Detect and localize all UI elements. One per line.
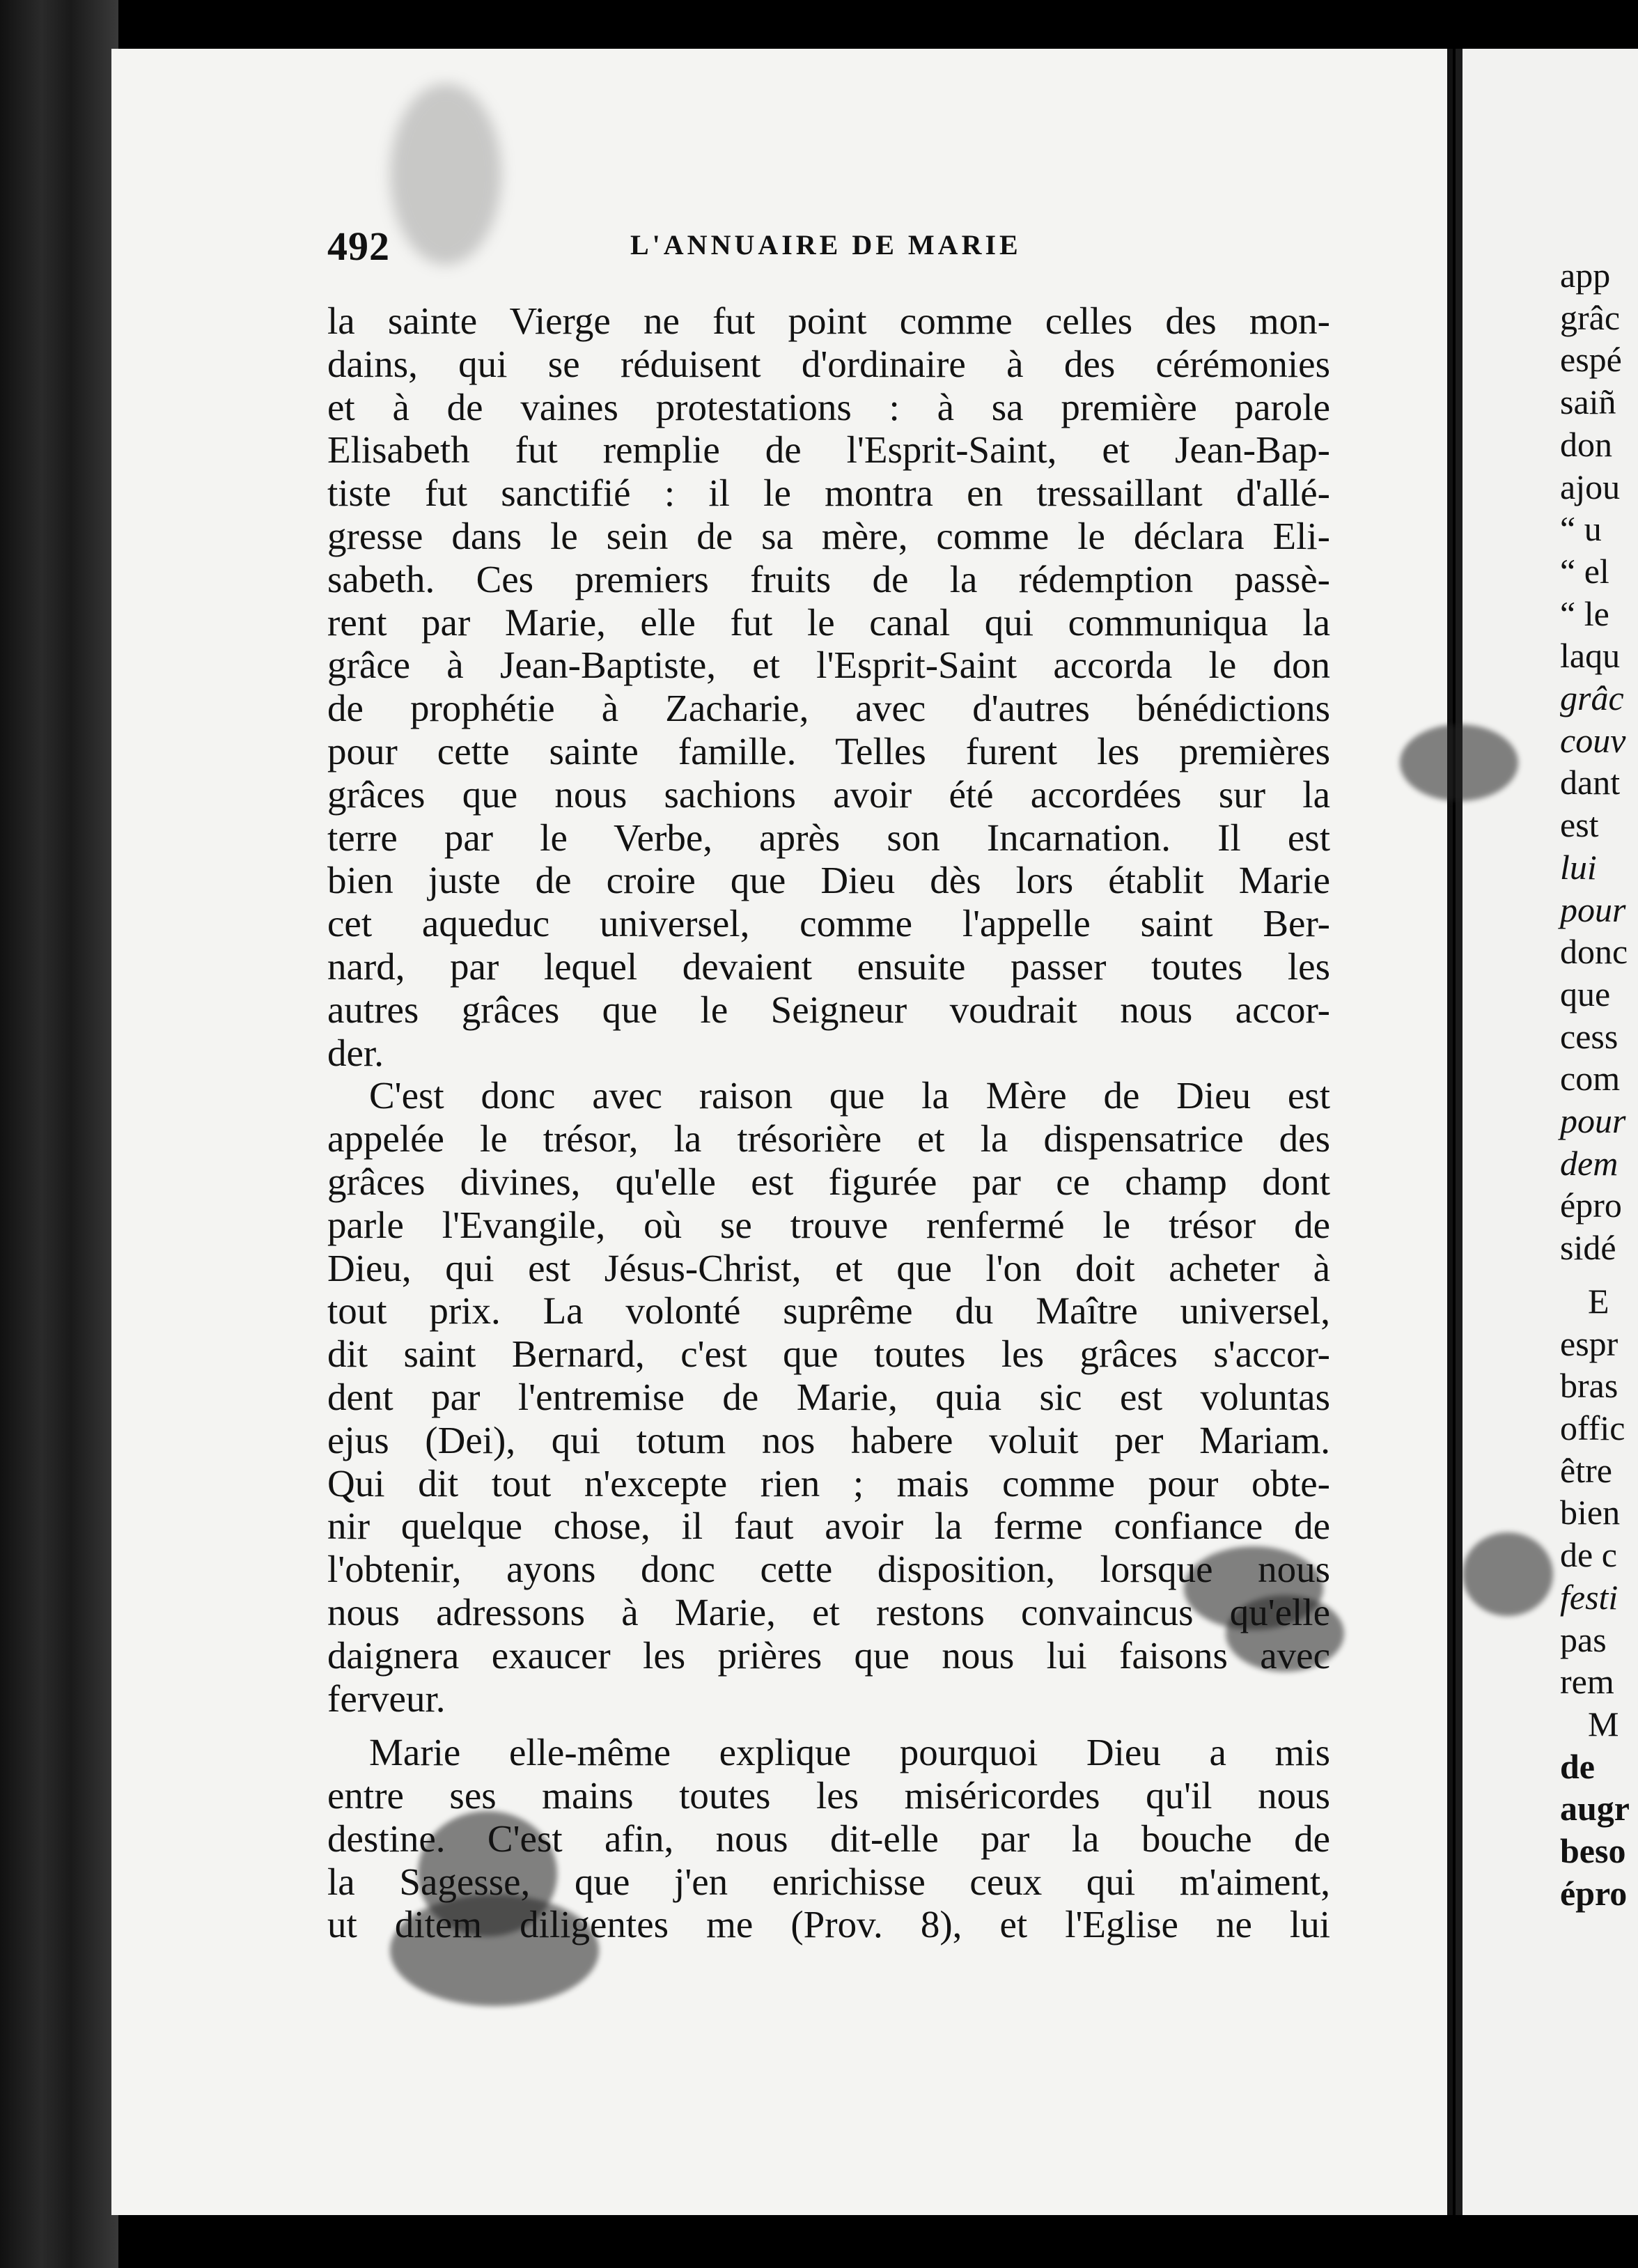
text-fragment: pas [1560,1620,1607,1659]
text-fragment: lui [1560,847,1597,887]
text-line: dains, qui se réduisent d'ordinaire à des cérémonies [327,342,1330,385]
page-gutter-line [1447,49,1453,2215]
text-fragment: sidé [1560,1228,1616,1268]
paragraph-start: C'est donc avec raison que la Mère de Dieu est [369,1074,1330,1117]
body-text [327,300,1330,1946]
ink-stain [1462,1532,1553,1616]
text-fragment: M [1588,1704,1619,1743]
text-fragment: dant [1560,763,1621,802]
text-line: Qui dit tout n'excepte rien ; mais comme pour obte- [327,1461,1330,1505]
text-fragment: que [1560,974,1611,1013]
text-fragment: couv [1560,720,1626,760]
text-line: de prophétie à Zacharie, avec d'autres bénédictions [327,687,1330,730]
text-line: Elisabeth fut remplie de l'Esprit-Saint, et Jean-Bap- [327,428,1330,472]
text-line: rent par Marie, elle fut le canal qui communiqua la [327,600,1330,644]
text-line: terre par le Verbe, après son Incarnation. Il est [327,816,1330,859]
page-header [327,223,1337,272]
text-fragment: bras [1560,1366,1618,1406]
text-line: nous adressons à Marie, et restons convaincus qu'elle [327,1590,1330,1633]
paragraph-start: Marie elle-même explique pourquoi Dieu a mis [369,1731,1330,1774]
text-fragment: saiñ [1560,382,1616,422]
text-fragment: est [1560,805,1599,845]
text-line: destine. C'est afin, nous dit-elle par la bouche de [327,1817,1330,1860]
text-line: la sainte Vierge ne fut point comme celles des mon- [327,300,1330,342]
text-fragment: com [1560,1059,1621,1098]
text-line: ut ditem diligentes me (Prov. 8), et l'Eglise ne lui [327,1903,1330,1946]
text-line: Dieu, qui est Jésus-Christ, et que l'on doit acheter à [327,1246,1330,1289]
text-fragment: pour [1560,1101,1626,1141]
text-fragment: épro [1560,1186,1622,1225]
text-line: ejus (Dei), qui totum nos habere voluit per Mariam. [327,1418,1330,1461]
ink-stain [1400,724,1518,801]
text-line: ferveur. [327,1677,446,1720]
text-line: tiste fut sanctifié : il le montra en tressaillant d'allé- [327,472,1330,515]
text-fragment: don [1560,424,1612,464]
text-line: der. [327,1031,384,1074]
text-line: appelée le trésor, la trésorière et la dispensatrice des [327,1117,1330,1160]
text-fragment: espr [1560,1323,1618,1363]
text-line: grâces divines, qu'elle est figurée par ce champ dont [327,1160,1330,1203]
text-line: gresse dans le sein de sa mère, comme le déclara Eli- [327,514,1330,557]
text-fragment: pour [1560,890,1626,929]
text-fragment: beso [1560,1831,1626,1871]
text-line: entre ses mains toutes les miséricordes qu'il nous [327,1774,1330,1817]
text-fragment: grâc [1560,297,1621,337]
right-page-text [1560,254,1638,1914]
text-fragment: “ le [1560,593,1609,633]
text-line: daignera exaucer les prières que nous lui faisons avec [327,1633,1330,1677]
scan-left-margin [0,0,118,2268]
text-line: dent par l'entremise de Marie, quia sic est voluntas [327,1375,1330,1418]
text-fragment: donc [1560,932,1628,972]
page-gutter-shadow [1456,49,1462,2215]
running-head: L'ANNUAIRE DE MARIE [630,229,1022,261]
text-line: autres grâces que le Seigneur voudrait nous accor- [327,988,1330,1031]
text-fragment: “ el [1560,551,1609,591]
text-line: l'obtenir, ayons donc cette disposition, lorsque nous [327,1548,1330,1591]
text-fragment: être [1560,1450,1612,1490]
text-line: et à de vaines protestations : à sa première parole [327,385,1330,428]
text-line: cet aqueduc universel, comme l'appelle saint Ber- [327,902,1330,945]
text-fragment: de [1560,1746,1595,1786]
text-line: parle l'Evangile, où se trouve renfermé le trésor de [327,1203,1330,1246]
text-fragment: laqu [1560,636,1621,676]
text-fragment: espé [1560,340,1622,380]
text-fragment: bien [1560,1493,1621,1532]
text-fragment: épro [1560,1873,1628,1913]
text-line: grâces que nous sachions avoir été accordées sur la [327,772,1330,816]
text-fragment: E [1588,1281,1609,1321]
text-fragment: grâc [1560,678,1624,718]
text-fragment: de c [1560,1535,1617,1575]
text-line: tout prix. La volonté suprême du Maître universel, [327,1289,1330,1333]
text-fragment: rem [1560,1662,1614,1702]
text-fragment: augr [1560,1789,1630,1828]
text-fragment: “ u [1560,509,1602,549]
text-line: nard, par lequel devaient ensuite passer toutes les [327,945,1330,988]
text-line: la Sagesse, que j'en enrichisse ceux qui m'aiment, [327,1860,1330,1903]
text-fragment: offic [1560,1408,1625,1447]
text-line: nir quelque chose, il faut avoir la ferme confiance de [327,1505,1330,1548]
text-fragment: dem [1560,1143,1618,1183]
text-line: sabeth. Ces premiers fruits de la rédemption passè- [327,557,1330,600]
text-line: pour cette sainte famille. Telles furent les premières [327,729,1330,772]
text-fragment: cess [1560,1016,1618,1056]
text-fragment: ajou [1560,467,1621,506]
text-fragment: app [1560,256,1611,295]
text-line: grâce à Jean-Baptiste, et l'Esprit-Saint accorda le don [327,644,1330,687]
text-fragment: festi [1560,1577,1618,1617]
text-line: dit saint Bernard, c'est que toutes les grâces s'accor- [327,1333,1330,1376]
text-line: bien juste de croire que Dieu dès lors établit Marie [327,859,1330,902]
page-number: 492 [327,224,390,269]
